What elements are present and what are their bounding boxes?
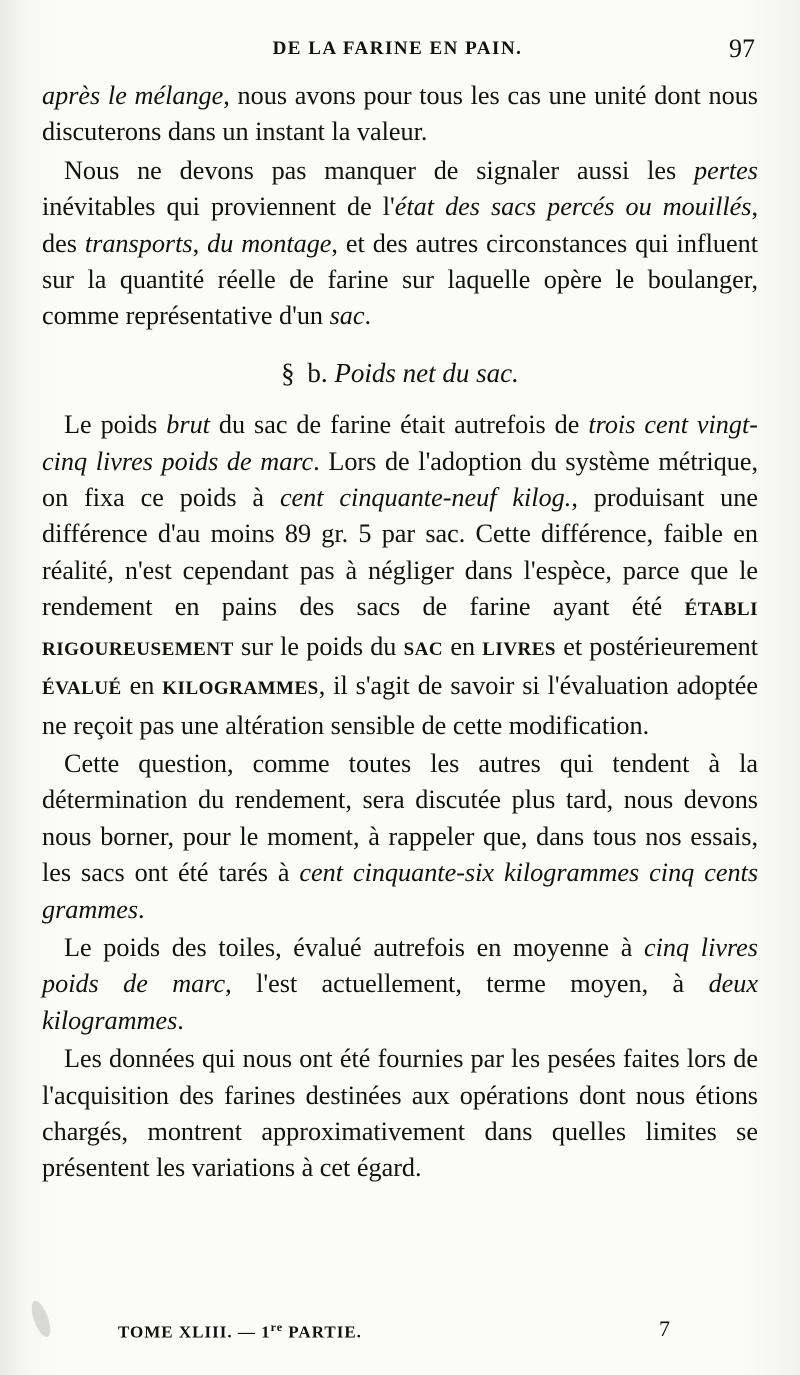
paragraph-6: Les données qui nous ont été fournies par les pesées faites lors de l'acquisition des farines destinées aux opérations dont nous étions chargés, montrent approximativement dans quelles limites se présentent les variations à cet égard. [42, 1044, 758, 1183]
paragraph-3: Le poids brut du sac de farine était autrefois de trois cent vingt-cinq livres poids de marc. Lors de l'adoption du système métrique, on fixa ce poids à cent cinquante-neuf kilog., produisant une différence d'au moins 89 gr. 5 par sac. Cette différence, faible en réalité, n'est cependant pas à négliger dans l'espèce, parce que le rendement en pains des sacs de farine ayant été ÉTABLI RIGOUREUSEMENT sur le poids du SAC en LIVRES et postérieurement ÉVALUÉ en KILOGRAMMES, il s'agit de savoir si l'évaluation adoptée ne reçoit pas une altération sensible de cette modification. [42, 410, 759, 740]
running-title: DE LA FARINE EN PAIN. [272, 38, 523, 59]
volume-signature: TOME XLIII. — 1re PARTIE. [118, 1320, 362, 1342]
paragraph-4: Cette question, comme toutes les autres qui tendent à la détermination du rendement, sera discutée plus tard, nous devons nous borner, pour le moment, à rappeler que, dans tous nos essais, les sacs ont été tarés à cent cinquante-six kilogrammes cinq cents grammes. [42, 748, 759, 924]
page-header [40, 34, 755, 70]
signature-number: 7 [659, 1316, 670, 1341]
section-symbol: § [281, 357, 295, 388]
paragraph-2: Nous ne devons pas manquer de signaler aussi les pertes inévitables qui proviennent de l'état des sacs percés ou mouillés, des transports, du montage, et des autres circonstances qui influent sur la quantité réelle de farine sur laquelle opère le boulanger, comme représentative d'un sac. [42, 155, 759, 331]
body-text [42, 78, 758, 1187]
page-footer [118, 1316, 670, 1346]
section-letter: b. [307, 357, 328, 388]
paragraph-1: après le mélange, nous avons pour tous les cas une unité dont nous discuterons dans un instant la valeur. [42, 81, 758, 147]
paragraph-5: Le poids des toiles, évalué autrefois en moyenne à cinq livres poids de marc, l'est actuellement, terme moyen, à deux kilogrammes. [42, 932, 758, 1035]
section-heading [42, 355, 758, 391]
page-number: 97 [729, 34, 755, 63]
ink-blot [28, 1299, 54, 1339]
section-title: Poids net du sac. [334, 357, 519, 388]
